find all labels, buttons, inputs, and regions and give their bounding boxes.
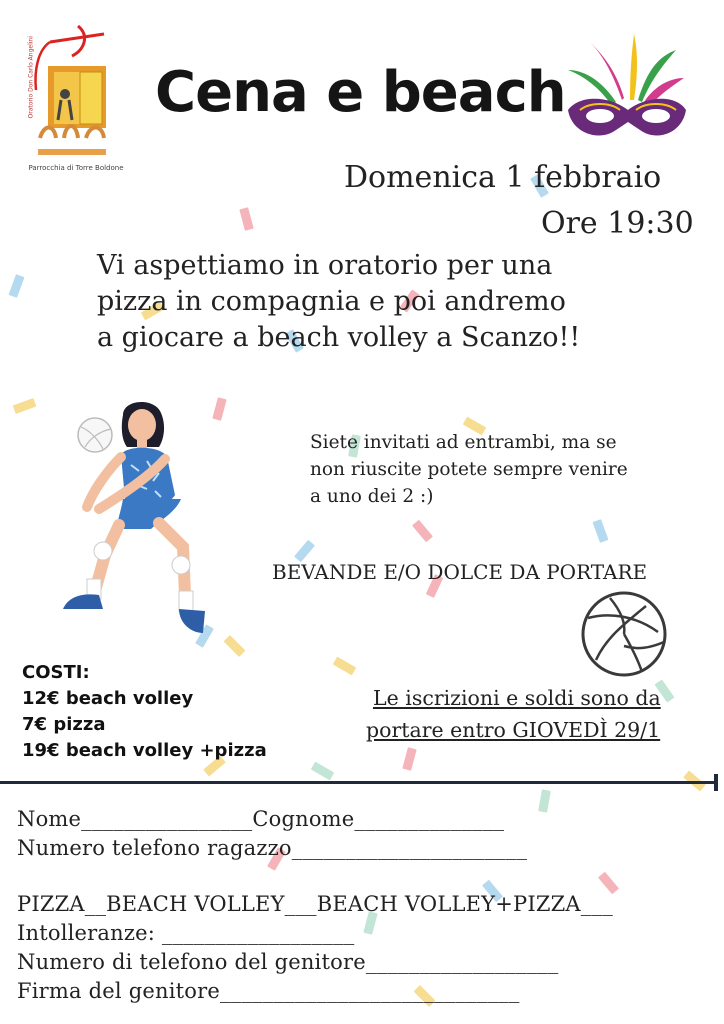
intro-line: a giocare a beach volley a Scanzo!!: [97, 322, 581, 353]
logo-top-text: Oratorio Don Carlo Angelini: [27, 36, 35, 119]
parish-logo: [20, 20, 130, 180]
confetti-piece: [294, 540, 315, 563]
logo-bottom-text: Parrocchia di Torre Boldone: [28, 164, 124, 172]
confetti-piece: [598, 872, 619, 895]
confetti-piece: [333, 657, 357, 676]
info-line: a uno dei 2 :): [310, 486, 434, 507]
page-title: Cena e beach: [155, 60, 566, 125]
confetti-piece: [538, 789, 551, 812]
form-parent-signature: Firma del genitore____________________________: [17, 979, 520, 1003]
event-date: Domenica 1 febbraio: [344, 160, 662, 195]
info-line: Siete invitati ad entrambi, ma se: [310, 432, 617, 453]
form-youth-phone: Numero telefono ragazzo______________________: [17, 836, 528, 860]
deadline-line: Le iscrizioni e soldi sono da: [373, 686, 661, 710]
costs-heading: COSTI:: [22, 662, 90, 683]
deadline-line: portare entro GIOVEDÌ 29/1: [366, 718, 661, 742]
confetti-piece: [311, 762, 335, 781]
volleyball-player-illustration: [55, 395, 215, 645]
carnival-mask-icon: [560, 30, 690, 150]
form-parent-phone: Numero di telefono del genitore__________________: [17, 950, 559, 974]
section-divider: [0, 781, 716, 784]
form-intolerances: Intolleranze: __________________: [17, 921, 355, 945]
form-name-surname: Nome________________Cognome______________: [17, 807, 505, 831]
confetti-piece: [412, 520, 433, 543]
intro-line: Vi aspettiamo in oratorio per una: [97, 250, 553, 281]
cost-item: 7€ pizza: [22, 714, 106, 735]
confetti-piece: [224, 635, 246, 657]
event-time: Ore 19:30: [541, 206, 694, 241]
confetti-piece: [593, 519, 609, 543]
confetti-piece: [9, 274, 25, 298]
drinks-note: BEVANDE E/O DOLCE DA PORTARE: [272, 560, 648, 584]
volleyball-icon: [580, 590, 668, 678]
confetti-piece: [13, 398, 37, 414]
section-divider-cap: [714, 774, 718, 791]
confetti-piece: [402, 747, 416, 771]
cost-item: 12€ beach volley: [22, 688, 194, 709]
cost-item: 19€ beach volley +pizza: [22, 740, 267, 761]
form-options: PIZZA__BEACH VOLLEY___BEACH VOLLEY+PIZZA___: [17, 892, 613, 916]
confetti-piece: [239, 207, 253, 231]
intro-line: pizza in compagnia e poi andremo: [97, 286, 566, 317]
info-line: non riuscite potete sempre venire: [310, 459, 628, 480]
